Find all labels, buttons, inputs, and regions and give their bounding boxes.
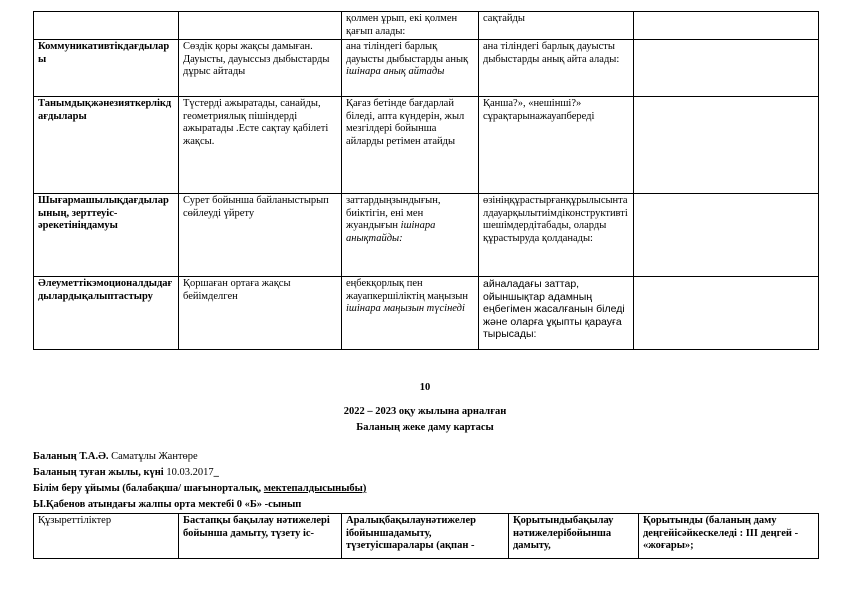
initial-result-cell <box>179 12 342 40</box>
conclusion-cell <box>634 277 819 350</box>
edu-org-type: мектепалдысыныбы) <box>263 483 367 494</box>
table-row <box>34 12 819 40</box>
child-name-value: Саматұлы Жантөре <box>108 451 198 462</box>
final-result-cell: айналадағы заттар, ойыншықтар адамның еңбегімен жасалғанын біледі және оларға ұқыпты қарауға тырысады: <box>479 277 634 350</box>
final-result-cell: сақтайды <box>479 12 634 40</box>
table-row <box>34 40 819 97</box>
interim-result-cell <box>342 12 479 40</box>
header-cell: Құзыреттіліктер <box>34 514 179 559</box>
table-header-row <box>34 514 819 559</box>
interim-result-cell <box>342 277 479 350</box>
interim-result-cell <box>342 40 479 97</box>
conclusion-cell <box>634 40 819 97</box>
conclusion-cell <box>634 194 819 277</box>
page-number: 10 <box>419 382 431 393</box>
birth-line <box>33 466 219 479</box>
competency-name-cell: Коммуникативтікдағдылары <box>34 40 179 97</box>
table-row <box>34 194 819 277</box>
competency-table-top <box>33 11 819 350</box>
conclusion-cell <box>634 97 819 194</box>
edu-org-label: Білім беру ұйымы (балабақша/ шағынорталық, <box>33 483 264 494</box>
header-cell: Бастапқы бақылау нәтижелері бойынша дамыту, түзету іс- <box>179 514 342 559</box>
competency-name-cell: Әлеуметтікэмоционалдыдағдылардықалыптастыру <box>34 277 179 350</box>
child-name-line <box>33 450 198 463</box>
initial-result-cell: Сөздік қоры жақсы дамыған. Дауысты, дауыссыз дыбыстарды дұрыс айтады <box>179 40 342 97</box>
cell-italic-text: ішінара анық айтады <box>346 66 445 77</box>
school-line: Ы.Қабенов атындағы жалпы орта мектебі 0 «Б» -сынып <box>33 499 302 510</box>
competency-name-cell: Танымдықжәнезияткерлікдағдылары <box>34 97 179 194</box>
header-cell: Қорытындыбақылау нәтижелерібойынша дамыту, <box>509 514 639 559</box>
child-name-label: Баланың Т.А.Ә. <box>33 451 109 462</box>
final-result-cell: ана тіліндегі барлық дауысты дыбыстарды анық айта алады: <box>479 40 634 97</box>
competency-name-cell <box>34 12 179 40</box>
competency-name-cell: Шығармашылықдағдыларының, зерттеуіс-әрекетініңдамуы <box>34 194 179 277</box>
page-title-line1: 2022 – 2023 оқу жылына арналған <box>343 406 507 417</box>
birth-tail: _ <box>213 467 219 478</box>
cell-text: Қағаз бетінде бағдарлай біледі, апта күндерін, жыл мезгілдері бойынша айларды ретімен атайды <box>346 98 465 147</box>
cell-text: заттардыңзындығын, биіктігін, ені мен жуандығын <box>346 195 441 231</box>
cell-text: қолмен ұрып, екі қолмен қағып алады: <box>346 13 458 37</box>
header-cell: Қорытынды (баланың даму деңгейісәйкескеледі : ІІІ деңгей - «жоғары»; <box>639 514 819 559</box>
final-result-cell: өзініңқұрастырғанқұрылысынталдауарқылытиімдіконструктивтішешімдердітабады, оларды құрастыруда қолданады: <box>479 194 634 277</box>
page-title-line2: Баланың жеке даму картасы <box>356 422 494 433</box>
table-row <box>34 97 819 194</box>
table-row <box>34 277 819 350</box>
competency-table-bottom <box>33 513 819 559</box>
birth-value: 10.03.2017 <box>163 467 214 478</box>
initial-result-cell: Түстерді ажыратады, санайды, геометриялық пішіндерді ажыратады .Есте сақтау қабілеті жақсы. <box>179 97 342 194</box>
birth-label: Баланың туған жылы, күні <box>33 467 164 478</box>
cell-text: ана тіліндегі барлық дауысты дыбыстарды анық <box>346 41 469 65</box>
cell-text: еңбекқорлық пен жауапкершіліктің маңызын <box>346 278 468 302</box>
header-cell: Аралықбақылаунәтижелер ібойыншадамыту, түзетуісшаралары (ақпан - <box>342 514 509 559</box>
initial-result-cell: Қоршаған ортаға жақсы бейімделген <box>179 277 342 350</box>
final-result-cell: Қанша?», «нешінші?» сұрақтарынажауапбереді <box>479 97 634 194</box>
conclusion-cell <box>634 12 819 40</box>
edu-org-line <box>33 482 366 495</box>
cell-italic-text: ішінара анықтайды: <box>346 220 436 244</box>
interim-result-cell <box>342 97 479 194</box>
interim-result-cell <box>342 194 479 277</box>
cell-italic-text: ішінара маңызын түсінеді <box>346 303 465 314</box>
initial-result-cell: Сурет бойынша байланыстырып сөйлеуді үйрету <box>179 194 342 277</box>
